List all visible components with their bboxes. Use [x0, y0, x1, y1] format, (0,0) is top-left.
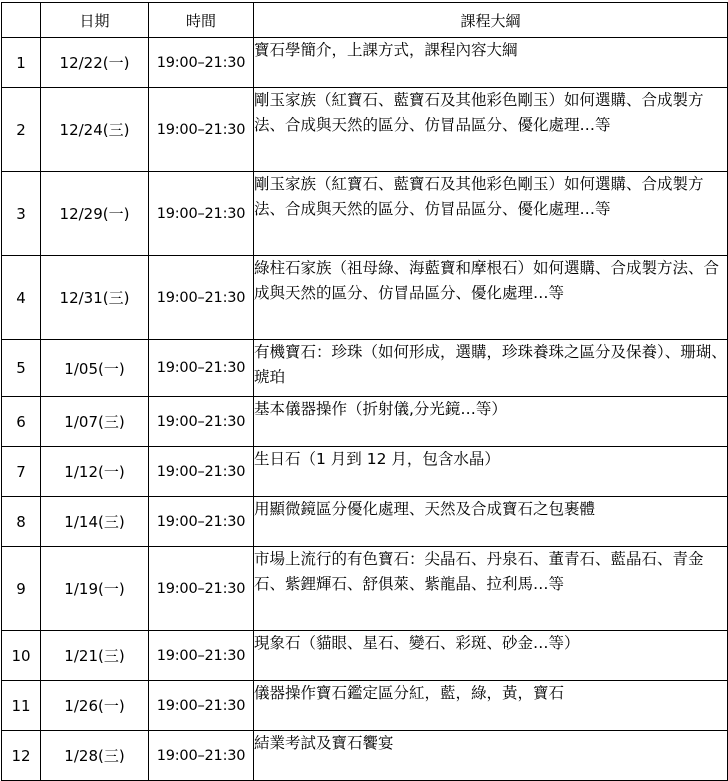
row-number: 11: [2, 681, 41, 731]
table-row: [2, 731, 728, 781]
row-time: 19:00–21:30: [149, 38, 254, 88]
row-time: 19:00–21:30: [149, 340, 254, 397]
row-date: 12/22(一): [41, 38, 149, 88]
course-schedule-table: [1, 2, 728, 781]
row-topic: 綠柱石家族（祖母綠、海藍寶和摩根石）如何選購、合成製方法、合成與天然的區分、仿冒品區分、優化處理…等: [254, 256, 728, 340]
row-number: 12: [2, 731, 41, 781]
row-topic: 寶石學簡介，上課方式，課程內容大綱: [254, 38, 728, 88]
header-number: [2, 3, 41, 38]
table-row: [2, 38, 728, 88]
header-date: 日期: [41, 3, 149, 38]
row-date: 12/31(三): [41, 256, 149, 340]
table-row: [2, 256, 728, 340]
table-row: [2, 497, 728, 547]
table-row: [2, 88, 728, 172]
row-time: 19:00–21:30: [149, 631, 254, 681]
row-topic: 儀器操作寶石鑑定區分紅，藍，綠，黃，寶石: [254, 681, 728, 731]
row-time: 19:00–21:30: [149, 731, 254, 781]
row-topic: 現象石（貓眼、星石、變石、彩斑、砂金…等）: [254, 631, 728, 681]
row-date: 1/07(三): [41, 397, 149, 447]
row-topic: 剛玉家族（紅寶石、藍寶石及其他彩色剛玉）如何選購、合成製方法、合成與天然的區分、仿冒品區分、優化處理…等: [254, 88, 728, 172]
row-topic: 基本儀器操作（折射儀,分光鏡…等）: [254, 397, 728, 447]
row-number: 1: [2, 38, 41, 88]
table-row: [2, 447, 728, 497]
row-time: 19:00–21:30: [149, 681, 254, 731]
row-date: 1/12(一): [41, 447, 149, 497]
table-row: [2, 397, 728, 447]
row-time: 19:00–21:30: [149, 256, 254, 340]
row-number: 9: [2, 547, 41, 631]
row-time: 19:00–21:30: [149, 447, 254, 497]
row-number: 3: [2, 172, 41, 256]
row-topic: 剛玉家族（紅寶石、藍寶石及其他彩色剛玉）如何選購、合成製方法、合成與天然的區分、仿冒品區分、優化處理…等: [254, 172, 728, 256]
row-date: 1/26(一): [41, 681, 149, 731]
header-time: 時間: [149, 3, 254, 38]
row-time: 19:00–21:30: [149, 172, 254, 256]
row-time: 19:00–21:30: [149, 547, 254, 631]
row-number: 4: [2, 256, 41, 340]
table-row: [2, 681, 728, 731]
row-date: 1/19(一): [41, 547, 149, 631]
table-header-row: [2, 3, 728, 38]
row-number: 10: [2, 631, 41, 681]
row-date: 1/05(一): [41, 340, 149, 397]
row-topic: 市場上流行的有色寶石：尖晶石、丹泉石、董青石、藍晶石、青金石、紫鋰輝石、舒俱萊、紫龍晶、拉利馬…等: [254, 547, 728, 631]
row-topic: 生日石（1 月到 12 月，包含水晶）: [254, 447, 728, 497]
row-number: 6: [2, 397, 41, 447]
row-date: 1/28(三): [41, 731, 149, 781]
row-number: 8: [2, 497, 41, 547]
row-date: 1/21(三): [41, 631, 149, 681]
table-row: [2, 172, 728, 256]
table-row: [2, 547, 728, 631]
row-date: 1/14(三): [41, 497, 149, 547]
row-time: 19:00–21:30: [149, 88, 254, 172]
row-number: 2: [2, 88, 41, 172]
table-row: [2, 340, 728, 397]
row-time: 19:00–21:30: [149, 497, 254, 547]
row-date: 12/24(三): [41, 88, 149, 172]
row-topic: 有機寶石：珍珠（如何形成，選購，珍珠養珠之區分及保養）、珊瑚、琥珀: [254, 340, 728, 397]
row-topic: 用顯微鏡區分優化處理、天然及合成寶石之包裹體: [254, 497, 728, 547]
header-syllabus: 課程大綱: [254, 3, 728, 38]
row-number: 5: [2, 340, 41, 397]
row-time: 19:00–21:30: [149, 397, 254, 447]
row-number: 7: [2, 447, 41, 497]
row-topic: 結業考試及寶石饗宴: [254, 731, 728, 781]
row-date: 12/29(一): [41, 172, 149, 256]
table-row: [2, 631, 728, 681]
